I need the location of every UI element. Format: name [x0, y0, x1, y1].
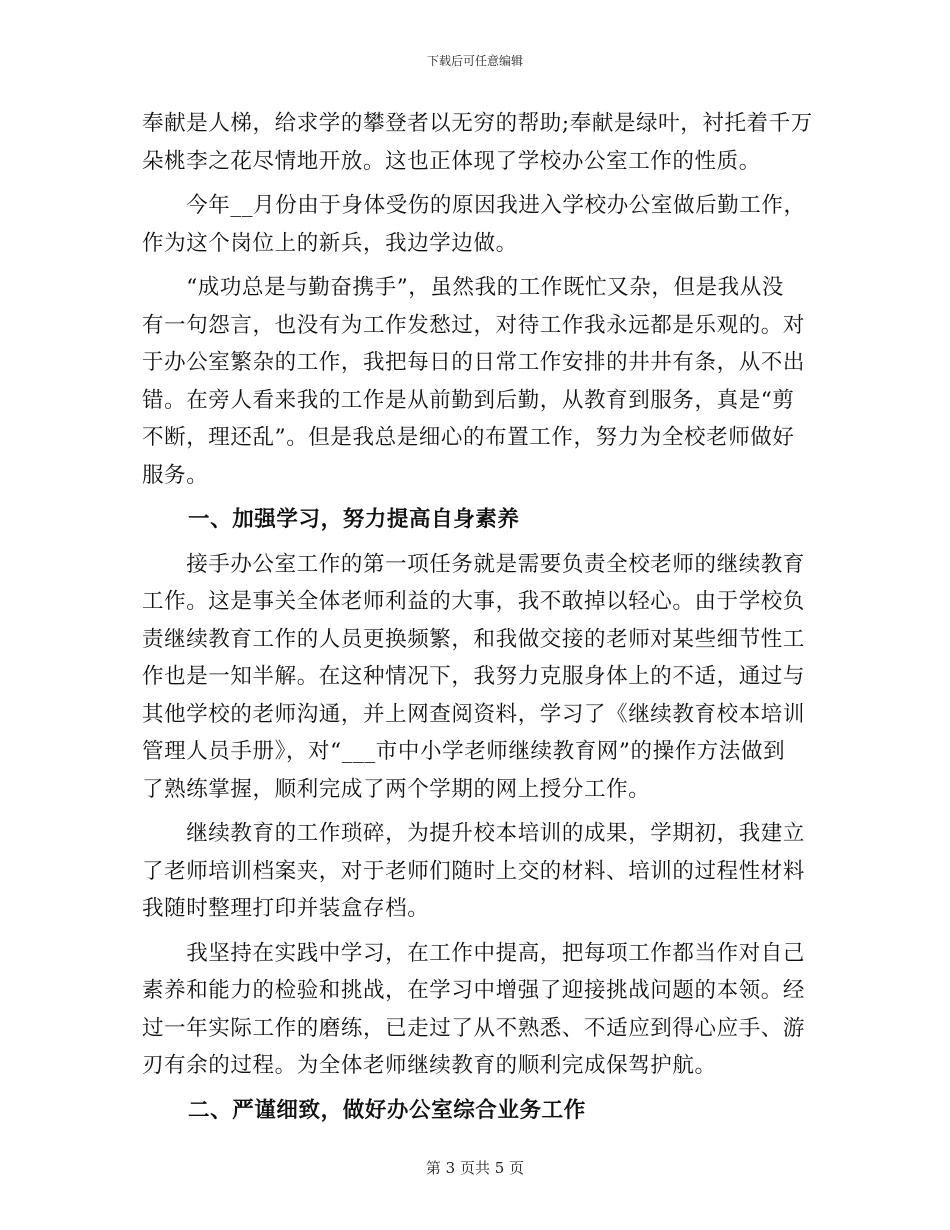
text-line: 管理人员手册》，对“___市中小学老师继续教育网”的操作方法做到: [142, 739, 786, 764]
text-line: “成功总是与勤奋携手”，虽然我的工作既忙又杂，但是我从没: [142, 275, 784, 300]
paragraph: [142, 546, 812, 809]
text-line: 我坚持在实践中学习，在工作中提高，把每项工作都当作对自己: [142, 940, 806, 966]
text-line: 我随时整理打印并装盒存档。: [142, 896, 430, 921]
text-line: 作也是一知半解。在这种情况下，我努力克服身体上的不适，通过与: [142, 664, 806, 689]
text-line: 素养和能力的检验和挑战，在学习中增强了迎接挑战问题的本领。经: [142, 978, 806, 1003]
text-line: 过一年实际工作的磨练，已走过了从不熟悉、不适应到得心应手、游: [142, 1015, 806, 1041]
text-line: 奉献是人梯，给求学的攀登者以无穷的帮助;奉献是绿叶，衬托着千万: [142, 111, 813, 136]
page-header: 下载后可任意编辑: [426, 54, 523, 68]
text-line: 接手办公室工作的第一项任务就是需要负责全校老师的继续教育: [142, 551, 806, 577]
text-line: 刃有余的过程。为全体老师继续教育的顺利完成保驾护航。: [142, 1053, 717, 1078]
page-footer: 第 3 页共 5 页: [425, 1159, 525, 1177]
paragraph: [142, 815, 812, 928]
paragraph: [142, 269, 812, 494]
document-body: [142, 105, 812, 1136]
text-line: 服务。: [142, 462, 209, 488]
text-line: 朵桃李之花尽情地开放。这也正体现了学校办公室工作的性质。: [142, 148, 761, 174]
paragraph: [142, 105, 812, 180]
text-line: 今年__月份由于身体受伤的原因我进入学校办公室做后勤工作，: [142, 193, 806, 218]
text-line: 了熟练掌握，顺利完成了两个学期的网上授分工作。: [142, 776, 651, 802]
section-heading: [142, 501, 812, 539]
text-line: 有一句怨言，也没有为工作发愁过，对待工作我永远都是乐观的。对: [142, 312, 806, 338]
text-line: 责继续教育工作的人员更换频繁，和我做交接的老师对某些细节性工: [142, 626, 806, 652]
text-line: 工作。这是事关全体老师利益的大事，我不敢掉以轻心。由于学校负: [142, 589, 806, 614]
paragraph: [142, 935, 812, 1085]
text-line: 二、严谨细致，做好办公室综合业务工作: [188, 1097, 586, 1123]
text-line: 于办公室繁杂的工作，我把每日的日常工作安排的井井有条，从不出: [142, 350, 806, 375]
text-line: 其他学校的老师沟通，并上网查阅资料，学习了《继续教育校本培训: [142, 701, 806, 727]
text-line: 一、加强学习，努力提高自身素养: [188, 507, 520, 532]
text-line: 作为这个岗位上的新兵，我边学边做。: [142, 230, 518, 256]
section-heading: [142, 1092, 812, 1130]
text-line: 错。在旁人看来我的工作是从前勤到后勤，从教育到服务，真是“剪: [142, 387, 795, 413]
text-line: 不断，理还乱”。但是我总是细心的布置工作，努力为全校老师做好: [142, 425, 795, 450]
paragraph: [142, 187, 812, 262]
text-line: 继续教育的工作琐碎，为提升校本培训的成果，学期初，我建立: [142, 821, 806, 846]
text-line: 了老师培训档案夹，对于老师们随时上交的材料、培训的过程性材料: [142, 858, 806, 884]
